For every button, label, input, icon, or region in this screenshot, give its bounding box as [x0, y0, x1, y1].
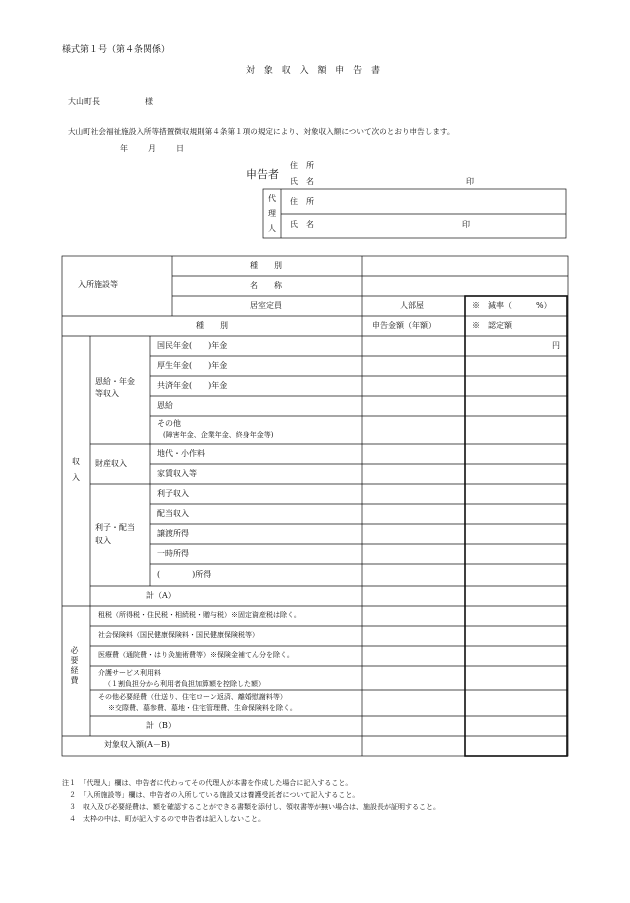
agent-seal: 印 [462, 220, 470, 229]
agent-address-label: 住 所 [290, 197, 314, 206]
interest-group-label-1: 利子・配当 [95, 523, 135, 532]
welfare-pension-label: 厚生年金( )年金 [157, 361, 228, 370]
interest-group-label-2: 収入 [95, 536, 111, 545]
interest-label: 利子収入 [157, 489, 189, 498]
other-expense-note: ※交際費、墓参費、墓地・住宅管理費、生命保険料を除く。 [108, 704, 297, 712]
mutual-pension-label: 共済年金( )年金 [157, 381, 228, 390]
national-pension-label: 国民年金( )年金 [157, 341, 228, 350]
note-2: ２ 「入所施設等」欄は、申告者の入所している施設又は養護受託者について記入すること。 [62, 791, 360, 799]
dividend-label: 配当収入 [157, 509, 189, 518]
pension-group-label-2: 等収入 [95, 389, 119, 398]
income-label-2: 入 [72, 473, 80, 482]
temporary-income-label: 一時所得 [157, 549, 189, 558]
other-pension-note: (障害年金、企業年金、終身年金等) [163, 431, 274, 439]
total-a-label: 計（A） [146, 591, 176, 600]
care-service-note: （１割負担分から利用者負担加算額を控除した額） [104, 680, 265, 688]
rent-land-label: 地代・小作料 [157, 449, 205, 458]
addressee-honorific: 様 [145, 97, 153, 106]
facility-name-label: 名 称 [250, 281, 282, 290]
rent-house-label: 家賃収入等 [157, 469, 197, 478]
income-label-1: 収 [72, 457, 80, 466]
addressee: 大山町長 [68, 97, 100, 106]
other-pension-label: その他 [157, 419, 181, 428]
intro-text: 大山町社会福祉施設入所等措置徴収規則第４条第１項の規定により、対象収入額について次のとおり申告します。 [68, 127, 455, 136]
reduction-rate-label: ※ 減率（ %） [472, 301, 552, 310]
agent-label-2: 理 [268, 209, 276, 218]
date-day: 日 [176, 144, 184, 153]
applicant-seal: 印 [466, 177, 474, 186]
applicant-name-label: 氏 名 [290, 177, 314, 186]
total-b-label: 計（B） [146, 721, 176, 730]
category-header: 種 別 [196, 321, 228, 330]
declared-amount-header: 申告金額（年額） [372, 321, 436, 330]
care-service-label: 介護サービス利用料 [98, 669, 161, 677]
date-year: 年 [120, 144, 128, 153]
misc-income-label: ( )所得 [157, 570, 212, 579]
approved-amount-header: ※ 認定額 [472, 321, 512, 330]
facility-label: 入所施設等 [78, 280, 118, 289]
applicant-label: 申告者 [246, 168, 279, 181]
form-number: 様式第１号（第４条関係） [62, 45, 171, 55]
tax-label: 租税（所得税・住民税・相続税・贈与税）※固定資産税は除く。 [98, 611, 301, 619]
facility-capacity-label: 居室定員 [250, 301, 282, 310]
target-income-label: 対象収入額(A－B) [104, 740, 170, 749]
property-group-label: 財産収入 [95, 459, 127, 468]
expenses-label: 必要経費 [70, 646, 79, 686]
onkyu-label: 恩給 [157, 401, 173, 410]
note-1: 注１ 「代理人」欄は、申告者に代わってその代理人が本書を作成した場合に記入すること。 [62, 779, 353, 787]
date-month: 月 [148, 144, 156, 153]
agent-label-1: 代 [268, 194, 276, 203]
page-title: 対 象 収 入 額 申 告 書 [246, 66, 384, 76]
yen-unit: 円 [552, 341, 560, 350]
room-label: 人部屋 [400, 301, 424, 310]
medical-expense-label: 医療費（通院費・はり灸施術費等）※保険金補てん分を除く。 [98, 651, 294, 659]
agent-name-label: 氏 名 [290, 220, 314, 229]
note-3: ３ 収入及び必要経費は、額を確認することができる書類を添付し、領収書等が無い場合は、施設長が証明すること。 [62, 803, 440, 811]
pension-group-label-1: 恩給・年金 [95, 377, 135, 386]
applicant-address-label: 住 所 [290, 161, 314, 170]
facility-type-label: 種 別 [250, 261, 282, 270]
social-insurance-label: 社会保険料（国民健康保険料・国民健康保険税等） [98, 631, 259, 639]
transfer-income-label: 譲渡所得 [157, 529, 189, 538]
note-4: ４ 太枠の中は、町が記入するので申告者は記入しないこと。 [62, 815, 265, 823]
other-expense-label: その他必要経費（仕送り、住宅ローン返済、離婚慰謝料等） [98, 693, 287, 701]
agent-label-3: 人 [268, 224, 276, 233]
